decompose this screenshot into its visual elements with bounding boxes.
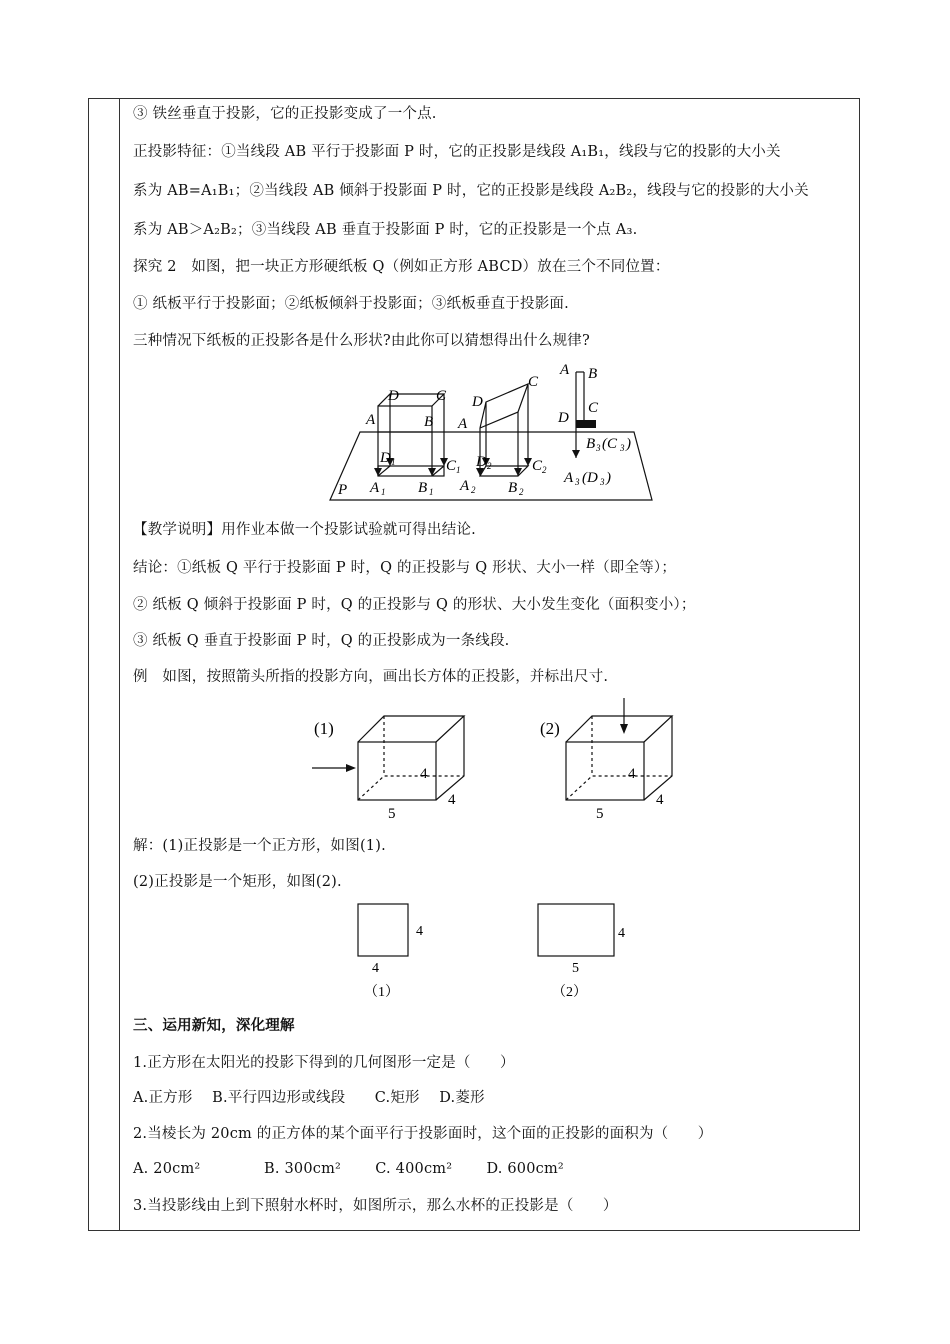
svg-text:(C: (C — [602, 436, 617, 452]
example-label-2: (2) — [540, 719, 560, 738]
plane-label-p: P — [338, 482, 348, 498]
svg-text:A: A — [460, 478, 470, 494]
svg-text:4: 4 — [448, 792, 456, 808]
square-projection — [358, 904, 408, 956]
svg-text:A: A — [560, 362, 570, 378]
svg-text:B: B — [418, 480, 428, 496]
question-2-options: A. 20cm² B. 300cm² C. 400cm² D. 600cm² — [133, 1161, 564, 1177]
svg-text:3: 3 — [596, 443, 601, 453]
svg-text:（1）: （1） — [364, 985, 399, 1000]
text-line-13: 解：(1)正投影是一个正方形，如图(1). — [133, 838, 386, 854]
svg-text:5: 5 — [572, 961, 579, 976]
rectangle-projection — [538, 904, 614, 956]
question-1-options: A.正方形 B.平行四边形或线段 C.矩形 D.菱形 — [133, 1090, 485, 1106]
svg-text:2: 2 — [542, 465, 547, 475]
svg-text:D: D — [380, 450, 391, 466]
svg-text:3: 3 — [600, 477, 605, 487]
svg-text:D: D — [558, 410, 569, 426]
svg-text:): ) — [606, 470, 611, 486]
svg-text:（2）: （2） — [552, 985, 587, 1000]
projection-result-figure — [346, 900, 636, 1004]
table-column-divider — [119, 99, 120, 1230]
text-line-5: 探究 2 如图，把一块正方形硬纸板 Q（例如正方形 ABCD）放在三个不同位置： — [133, 259, 670, 275]
svg-text:D: D — [388, 388, 399, 404]
text-line-3: 系为 AB=A₁B₁；②当线段 AB 倾斜于投影面 P 时，它的正投影是线段 A₂B₂，线段与它的投影的大小关 — [133, 183, 809, 199]
svg-text:4: 4 — [628, 766, 636, 782]
svg-text:D: D — [472, 394, 483, 410]
svg-text:C: C — [532, 458, 543, 474]
svg-text:4: 4 — [420, 766, 428, 782]
svg-text:4: 4 — [372, 961, 379, 976]
svg-text:A: A — [458, 416, 468, 432]
svg-text:B: B — [586, 436, 596, 452]
question-2: 2.当棱长为 20cm 的正方体的某个面平行于投影面时，这个面的正投影的面积为（ ） — [133, 1126, 713, 1142]
svg-text:2: 2 — [487, 461, 492, 471]
svg-text:1: 1 — [429, 487, 434, 497]
svg-text:C: C — [528, 374, 539, 390]
svg-text:5: 5 — [596, 806, 604, 822]
svg-text:(D: (D — [582, 470, 598, 486]
svg-text:1: 1 — [381, 487, 386, 497]
svg-text:A: A — [564, 470, 574, 486]
cuboid-example-figure — [300, 698, 690, 828]
question-3: 3.当投影线由上到下照射水杯时，如图所示，那么水杯的正投影是（ ） — [133, 1198, 618, 1214]
svg-text:B: B — [588, 366, 598, 382]
text-line-14: (2)正投影是一个矩形，如图(2). — [133, 874, 342, 890]
svg-text:C: C — [436, 388, 447, 404]
svg-text:B: B — [424, 414, 434, 430]
text-line-12: 例 如图，按照箭头所指的投影方向，画出长方体的正投影，并标出尺寸. — [133, 669, 609, 685]
text-line-1: ③ 铁丝垂直于投影，它的正投影变成了一个点. — [133, 106, 437, 122]
text-line-6: ① 纸板平行于投影面；②纸板倾斜于投影面；③纸板垂直于投影面. — [133, 296, 569, 312]
svg-text:B: B — [508, 480, 518, 496]
text-line-8: 【教学说明】用作业本做一个投影试验就可得出结论. — [133, 522, 476, 538]
example-label-1: (1) — [314, 719, 334, 738]
svg-text:5: 5 — [388, 806, 396, 822]
svg-text:2: 2 — [471, 485, 476, 495]
svg-text:1: 1 — [391, 457, 396, 467]
svg-text:1: 1 — [456, 465, 461, 475]
svg-text:4: 4 — [416, 924, 423, 939]
text-line-10: ② 纸板 Q 倾斜于投影面 P 时，Q 的正投影与 Q 的形状、大小发生变化（面积变小）； — [133, 597, 696, 613]
text-line-7: 三种情况下纸板的正投影各是什么形状?由此你可以猜想得出什么规律? — [133, 333, 590, 349]
section-heading: 三、运用新知，深化理解 — [133, 1017, 295, 1034]
svg-text:): ) — [626, 436, 631, 452]
svg-text:C: C — [446, 458, 457, 474]
svg-text:4: 4 — [656, 792, 664, 808]
svg-text:2: 2 — [519, 487, 524, 497]
text-line-11: ③ 纸板 Q 垂直于投影面 P 时，Q 的正投影成为一条线段. — [133, 633, 510, 649]
svg-text:A: A — [370, 480, 380, 496]
text-line-4: 系为 AB＞A₂B₂；③当线段 AB 垂直于投影面 P 时，它的正投影是一个点 A₃. — [133, 222, 638, 238]
text-line-9: 结论：①纸板 Q 平行于投影面 P 时，Q 的正投影与 Q 形状、大小一样（即全等）； — [133, 560, 677, 576]
svg-text:A: A — [366, 412, 376, 428]
text-line-2: 正投影特征：①当线段 AB 平行于投影面 P 时，它的正投影是线段 A₁B₁，线段与它的投影的大小关 — [133, 144, 781, 160]
svg-text:4: 4 — [618, 926, 625, 941]
projection-figure-board — [328, 358, 658, 506]
svg-text:3: 3 — [575, 477, 580, 487]
question-1: 1.正方形在太阳光的投影下得到的几何图形一定是（ ） — [133, 1055, 515, 1071]
svg-text:D: D — [476, 454, 487, 470]
svg-text:C: C — [588, 400, 599, 416]
svg-text:3: 3 — [620, 443, 625, 453]
